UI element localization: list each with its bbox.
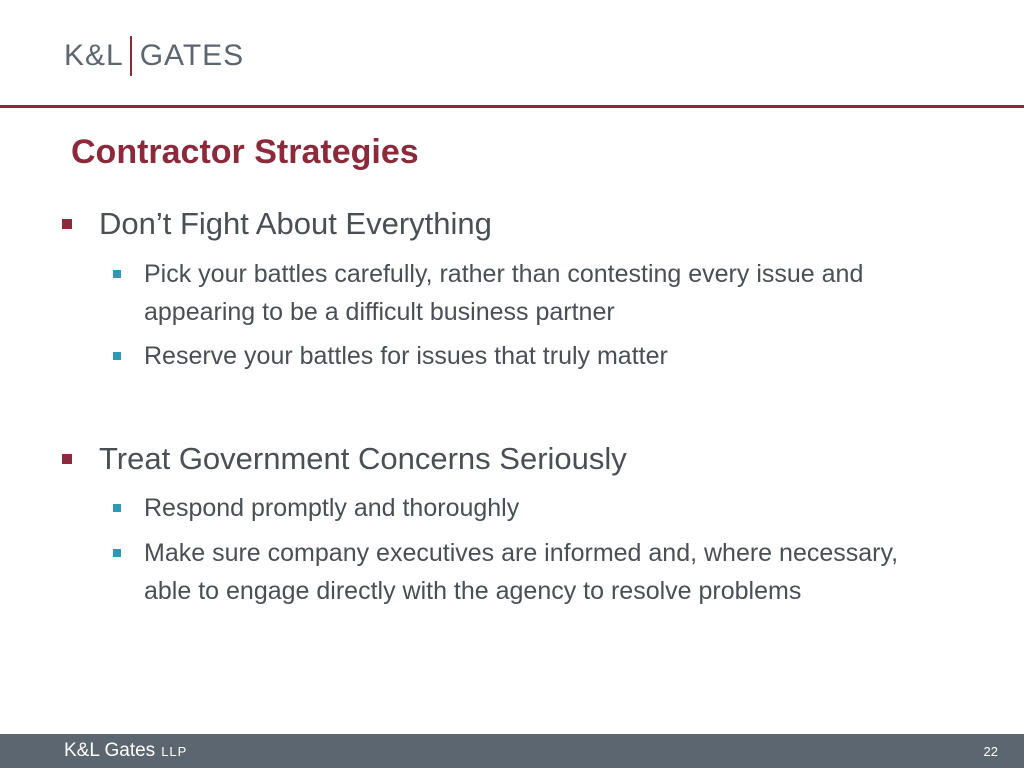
- logo-right-text: GATES: [139, 39, 245, 72]
- square-bullet-icon: [113, 270, 121, 278]
- footer-brand-suffix: LLP: [161, 744, 188, 759]
- slide-title: Contractor Strategies: [71, 133, 419, 171]
- header-rule: [0, 105, 1024, 108]
- bullet-level2: [144, 489, 944, 527]
- square-bullet-icon: [62, 454, 72, 464]
- bullet-level2-text: Pick your battles carefully, rather than contesting every issue and appearing to be a difficult business partner: [144, 260, 864, 326]
- bullet-level2-text: Make sure company executives are informed and, where necessary, able to engage directly with the agency to resolve problems: [144, 539, 899, 605]
- logo-left-text: K&L: [64, 39, 124, 72]
- bullet-level2: [144, 337, 944, 375]
- square-bullet-icon: [113, 549, 121, 557]
- page-number: 22: [983, 744, 998, 759]
- footer-brand: [64, 740, 187, 762]
- bullet-level2: [144, 534, 944, 610]
- bullet-level1: [99, 206, 492, 242]
- kl-gates-logo: [64, 34, 244, 78]
- bullet-level1-text: Don’t Fight About Everything: [99, 206, 492, 241]
- bullet-level1: [99, 441, 627, 477]
- footer-bar: [0, 734, 1024, 768]
- square-bullet-icon: [113, 504, 121, 512]
- bullet-level2-text: Reserve your battles for issues that truly matter: [144, 342, 668, 370]
- footer-brand-name: K&L Gates: [64, 740, 156, 761]
- square-bullet-icon: [62, 219, 72, 229]
- bullet-level1-text: Treat Government Concerns Seriously: [99, 441, 627, 476]
- bullet-level2-text: Respond promptly and thoroughly: [144, 494, 520, 522]
- logo-separator: [130, 36, 132, 76]
- bullet-level2: [144, 255, 944, 331]
- square-bullet-icon: [113, 352, 121, 360]
